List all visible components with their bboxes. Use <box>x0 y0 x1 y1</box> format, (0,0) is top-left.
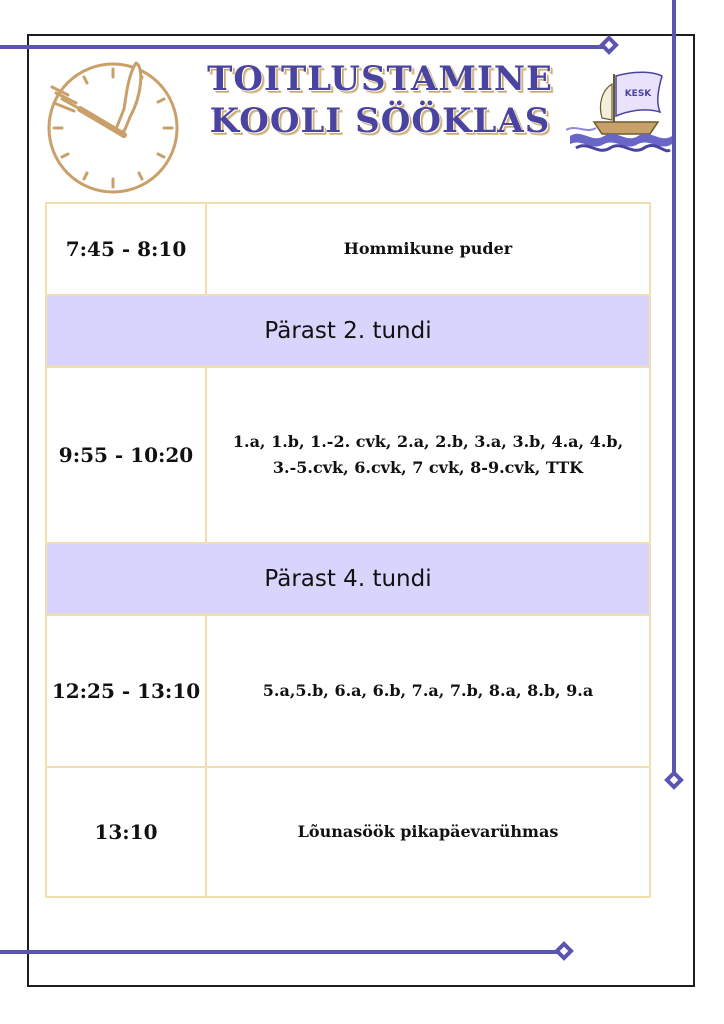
table-row <box>46 767 650 897</box>
page-title <box>200 58 560 142</box>
bottom-accent-diamond <box>557 944 571 958</box>
time-cell: 13:10 <box>46 767 206 897</box>
description-cell <box>206 367 650 543</box>
table-row <box>46 203 650 295</box>
description-line-1: 1.a, 1.b, 1.-2. cvk, 2.a, 2.b, 3.a, 3.b, 4.a, 4.b, <box>232 432 624 451</box>
time-cell: 7:45 - 8:10 <box>46 203 206 295</box>
clock-cutlery-icon <box>40 55 190 205</box>
school-logo-ship <box>566 64 674 156</box>
description-cell: 5.a,5.b, 6.a, 6.b, 7.a, 7.b, 8.a, 8.b, 9.a <box>206 615 650 767</box>
title-line-1: TOITLUSTAMINE <box>207 59 553 99</box>
title-line-2: KOOLI SÖÖKLAS <box>209 101 551 141</box>
section-header-row <box>46 295 650 367</box>
time-cell: 9:55 - 10:20 <box>46 367 206 543</box>
section-header-row <box>46 543 650 615</box>
right-accent-diamond <box>667 773 681 787</box>
description-cell: Lõunasöök pikapäevarühmas <box>206 767 650 897</box>
meal-schedule-table <box>45 202 651 898</box>
top-accent-diamond <box>602 38 616 52</box>
table-row <box>46 615 650 767</box>
logo-text: KESK <box>624 89 652 99</box>
table-row <box>46 367 650 543</box>
description-line-2: 3.-5.cvk, 6.cvk, 7 cvk, 8-9.cvk, TTK <box>272 458 584 477</box>
time-cell: 12:25 - 13:10 <box>46 615 206 767</box>
description-cell: Hommikune puder <box>206 203 650 295</box>
section-label: Pärast 4. tundi <box>46 543 650 615</box>
section-label: Pärast 2. tundi <box>46 295 650 367</box>
